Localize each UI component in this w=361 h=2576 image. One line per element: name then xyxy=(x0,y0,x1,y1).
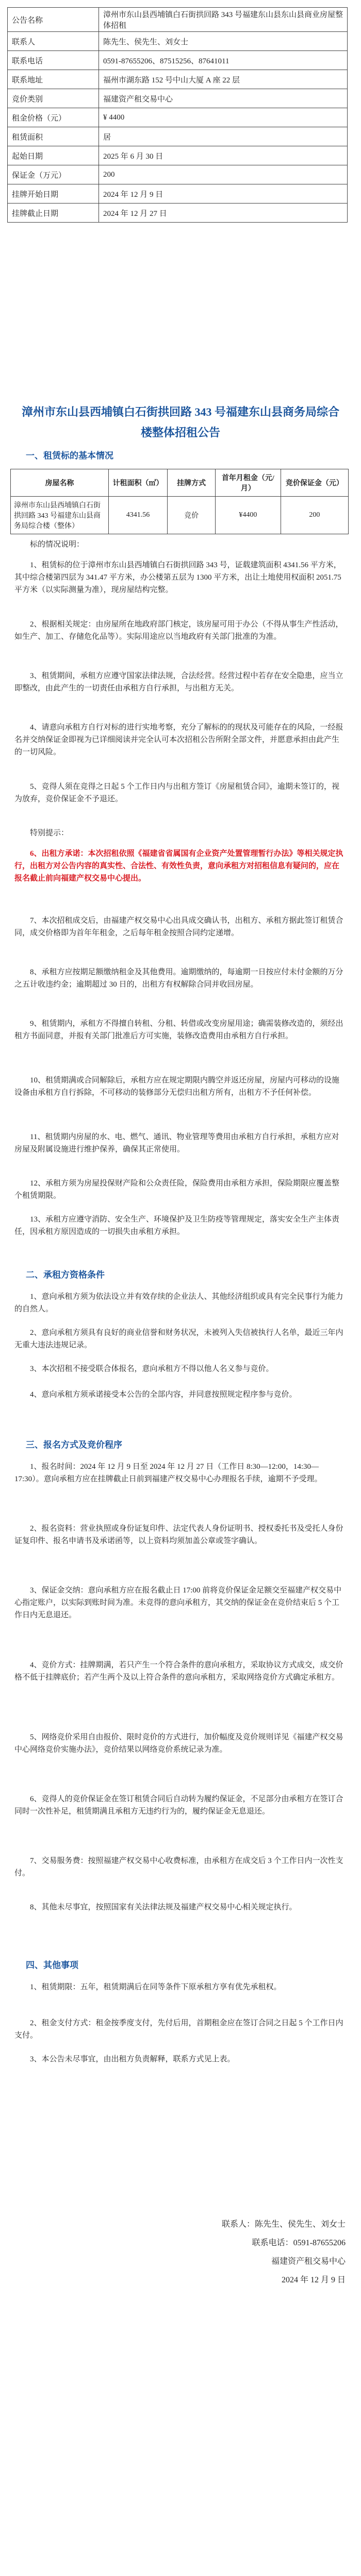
info-value: 200 xyxy=(99,165,348,184)
info-value: 居 xyxy=(99,127,348,146)
notes-label: 标的情况说明： xyxy=(30,540,85,549)
subject-cell-method: 竞价 xyxy=(168,497,216,534)
info-label: 保证金（万元） xyxy=(8,165,99,184)
list-item: 11、租赁期内房屋的水、电、燃气、通讯、物业管理等费用由承租方自行承担，承租方应对房屋及附属设施进行维护保养，确保其正常使用。 xyxy=(14,1133,339,1154)
list-item: 1、报名时间：2024 年 12 月 9 日至 2024 年 12 月 27 日（工作日 8:30—12:00，14:30—17:30）。意向承租方应在挂牌截止日前到福建产权交易中心办理报名手续，逾期不予受理。 xyxy=(14,1463,322,1483)
table-row xyxy=(8,70,348,89)
list-item: 3、本次招租不接受联合体报名，意向承租方不得以他人名义参与竞价。 xyxy=(30,1365,274,1373)
info-label: 租赁面积 xyxy=(8,127,99,146)
table-row xyxy=(8,204,348,223)
info-table xyxy=(7,7,348,223)
info-label: 联系人 xyxy=(8,32,99,51)
list-item: 3、保证金交纳：意向承租方应在报名截止日 17:00 前将竞价保证金足额交至福建产权交易中心指定账户，以实际到账时间为准。未竞得的意向承租方，其交纳的保证金在竞价结束后 5 个工作日内无息退还。 xyxy=(14,1586,342,1619)
subject-cell-name: 漳州市东山县西埔镇白石街拱回路 343 号福建东山县商务局综合楼（整体） xyxy=(11,497,109,534)
list-item: 8、承租方应按期足额缴纳租金及其他费用。逾期缴纳的，每逾期一日按应付未付金额的万分之五计收违约金；逾期超过 30 日的，出租方有权解除合同并收回房屋。 xyxy=(14,968,343,989)
list-item: 3、本公告未尽事宜，由出租方负责解释，联系方式见上表。 xyxy=(30,2055,235,2063)
page-title: 漳州市东山县西埔镇白石街拱回路 343 号福建东山县商务局综合楼整体招租公告 xyxy=(21,405,339,439)
list-item: 1、租赁期限：五年，租赁期满后在同等条件下原承租方享有优先承租权。 xyxy=(30,1983,282,1991)
info-label: 起始日期 xyxy=(8,146,99,165)
list-item: 5、竞得人须在竞得之日起 5 个工作日内与出租方签订《房屋租赁合同》，逾期未签订的，视为放弃，竞价保证金不予退还。 xyxy=(14,783,340,803)
info-value: 2025 年 6 月 30 日 xyxy=(99,146,348,165)
list-item: 4、竞价方式：挂牌期满，若只产生一个符合条件的意向承租方，采取协议方式成交，成交价格不低于挂牌底价；若产生两个及以上符合条件的意向承租方，采取网络竞价方式确定承租方。 xyxy=(14,1661,343,1682)
info-label: 租金价格（元） xyxy=(8,108,99,127)
list-item: 10、租赁期满或合同解除后，承租方应在规定期限内腾空并返还房屋，房屋内可移动的设施设备由承租方自行拆除，不可移动的装修部分无偿归出租方所有，出租方不予任何补偿。 xyxy=(14,1076,340,1097)
list-item: 6、竞得人的竞价保证金在签订租赁合同后自动转为履约保证金，不足部分由承租方在签订合同时一次性补足，租赁期满且承租方无违约行为的，履约保证金无息退还。 xyxy=(14,1795,343,1816)
list-item: 1、意向承租方须为依法设立并有效存续的企业法人、其他经济组织或具有完全民事行为能力的自然人。 xyxy=(14,1293,343,1313)
info-value: 福州市湖东路 152 号中山大厦 A 座 22 层 xyxy=(99,70,348,89)
list-item: 3、租赁期间，承租方应遵守国家法律法规，合法经营。经营过程中若存在安全隐患，应当立即整改，由此产生的一切责任由承租方自行承担，与出租方无关。 xyxy=(14,672,343,692)
list-item: 13、承租方应遵守消防、安全生产、环境保护及卫生防疫等管理规定，落实安全生产主体责任，因承租方原因造成的一切损失由承租方承担。 xyxy=(14,1215,340,1236)
section-heading-others: 四、其他事项 xyxy=(26,1960,78,1970)
list-item: 6、出租方承诺：本次招租依照《福建省省属国有企业资产处置管理暂行办法》等相关规定执行，出租方对公告内容的真实性、合法性、有效性负责，意向承租方对招租信息有疑问的，应在报名截止前向福建产权交易中心提出。 xyxy=(14,850,343,883)
info-value: 漳州市东山县西埔镇白石街拱回路 343 号福建东山县东山县商业房屋整体招租 xyxy=(99,8,348,32)
signature-date: 2024 年 12 月 9 日 xyxy=(281,2276,346,2284)
list-item: 4、意向承租方须承诺接受本公告的全部内容，并同意按照规定程序参与竞价。 xyxy=(30,1391,297,1399)
info-label: 挂牌截止日期 xyxy=(8,204,99,223)
table-row xyxy=(8,32,348,51)
list-item: 8、其他未尽事宜，按照国家有关法律法规及福建产权交易中心相关规定执行。 xyxy=(30,1903,297,1911)
subject-header-name: 房屋名称 xyxy=(11,469,109,497)
list-item: 7、本次招租成交后，由福建产权交易中心出具成交确认书，出租方、承租方据此签订租赁合同，成交价格即为首年年租金，之后每年租金按照合同约定递增。 xyxy=(14,917,343,937)
table-row xyxy=(8,146,348,165)
list-item: 2、报名资料：营业执照或身份证复印件、法定代表人身份证明书、授权委托书及受托人身份证复印件、报名申请书及承诺函等，以上资料均须加盖公章或签字确认。 xyxy=(14,1524,343,1545)
table-row xyxy=(8,127,348,146)
subject-cell-area: 4341.56 xyxy=(108,497,167,534)
subject-header-deposit: 竞价保证金（元） xyxy=(281,469,348,497)
table-row xyxy=(8,184,348,204)
list-item: 2、根据相关规定：由房屋所在地政府部门核定，该房屋可用于办公（不得从事生产性活动，如生产、加工、存储危化品等）。实际用途应以当地政府有关部门批准的为准。 xyxy=(14,620,343,641)
list-item: 2、租金支付方式：租金按季度支付，先付后用，首期租金应在签订合同之日起 5 个工作日内支付。 xyxy=(14,2019,343,2040)
subject-header-area: 计租面积（㎡） xyxy=(108,469,167,497)
list-item: 4、请意向承租方自行对标的进行实地考察，充分了解标的的现状及可能存在的风险，一经报名并交纳保证金即视为已详细阅读并完全认可本次招租公告所附全部文件，并愿意承担由此产生的一切风险。 xyxy=(14,723,343,756)
info-value: 福建资产租交易中心 xyxy=(99,89,348,108)
table-row xyxy=(8,8,348,32)
table-row xyxy=(8,165,348,184)
info-value: 2024 年 12 月 9 日 xyxy=(99,184,348,204)
section-heading-qualifications: 二、承租方资格条件 xyxy=(26,1270,105,1280)
list-item: 1、租赁标的位于漳州市东山县西埔镇白石街拱回路 343 号，证载建筑面积 4341.56 平方米，其中综合楼第四层为 341.47 平方米，办公楼第五层为 1300 平方米，出让土地使用权面积 2051.75 平方米（以实际测量为准），现房屋结构完整。 xyxy=(14,561,341,594)
info-label: 竞价类别 xyxy=(8,89,99,108)
info-label: 联系电话 xyxy=(8,51,99,70)
list-item: 12、承租方须为房屋投保财产险和公众责任险，保险费用由承租方承担，保险期限应覆盖整个租赁期限。 xyxy=(14,1179,340,1200)
subject-cell-deposit: 200 xyxy=(281,497,348,534)
subject-table xyxy=(10,469,349,534)
info-value: 0591-87655206、87515256、87641011 xyxy=(99,51,348,70)
list-item: 2、意向承租方须具有良好的商业信誉和财务状况，未被列入失信被执行人名单，最近三年内无重大违法违规记录。 xyxy=(14,1329,343,1349)
signature-phone: 联系电话：0591-87655206 xyxy=(252,2239,346,2247)
signature-org: 福建资产租交易中心 xyxy=(271,2257,346,2266)
info-label: 联系地址 xyxy=(8,70,99,89)
section-heading-procedures: 三、报名方式及竞价程序 xyxy=(26,1440,122,1450)
table-row xyxy=(8,89,348,108)
table-row xyxy=(8,108,348,127)
info-value: 2024 年 12 月 27 日 xyxy=(99,204,348,223)
info-label: 挂牌开始日期 xyxy=(8,184,99,204)
subject-cell-rent: ¥4400 xyxy=(216,497,281,534)
info-value: ¥ 4400 xyxy=(99,108,348,127)
exhibit-label: 特别提示： xyxy=(30,829,69,837)
info-value: 陈先生、侯先生、刘女士 xyxy=(99,32,348,51)
signature-block xyxy=(160,2215,346,2290)
list-item: 9、租赁期内，承租方不得擅自转租、分租、转借或改变房屋用途；确需装修改造的，须经出租方书面同意，并报有关部门批准后方可实施，装修改造费用由承租方自行承担。 xyxy=(14,1020,343,1040)
table-row xyxy=(8,51,348,70)
table-row xyxy=(11,497,349,534)
section-heading-subject: 一、租赁标的基本情况 xyxy=(26,451,113,461)
info-label: 公告名称 xyxy=(8,8,99,32)
subject-header-method: 挂牌方式 xyxy=(168,469,216,497)
list-item: 5、网络竞价采用自由报价、限时竞价的方式进行，加价幅度及竞价规则详见《福建产权交易中心网络竞价实施办法》，竞价结果以网络竞价系统记录为准。 xyxy=(14,1733,343,1754)
signature-contact: 联系人：陈先生、侯先生、刘女士 xyxy=(221,2220,346,2229)
subject-header-rent: 首年月租金（元/月） xyxy=(216,469,281,497)
list-item: 7、交易服务费：按照福建产权交易中心收费标准，由承租方在成交后 3 个工作日内一次性支付。 xyxy=(14,1857,343,1877)
